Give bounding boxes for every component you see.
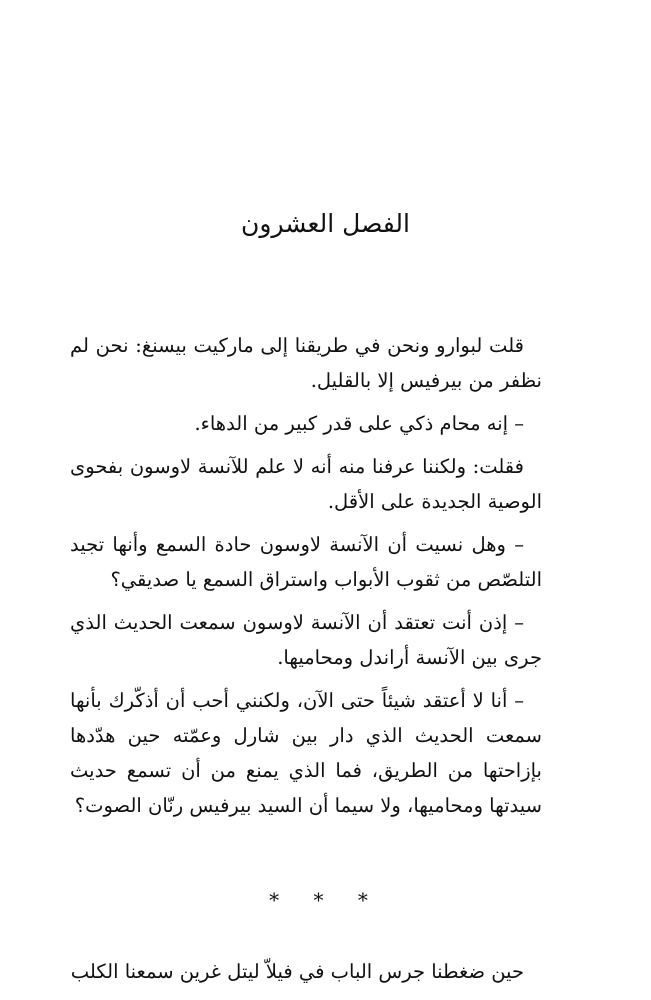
paragraph: – أنا لا أعتقد شيئاً حتى الآن، ولكنني أحب أن أذكّرك بأنها سمعت الحديث الذي دار بين شارل وعمّته حين هدّدها بإزاحتها من الطريق، فما الذي يمنع من أن تسمع حديث سيدتها ومحاميها، ولا سيما أن السيد بيرفيس رنّان الصوت؟ (70, 689, 542, 817)
section-separator: * * * (269, 888, 382, 912)
paragraph: قلت لبوارو ونحن في طريقنا إلى ماركيت بيسنغ: نحن لم نظفر من بيرفيس إلا بالقليل. (70, 334, 542, 392)
chapter-body (70, 328, 542, 831)
continuation-paragraph: حين ضغطنا جرس الباب في فيلاّ ليتل غرين سمعنا الكلب (70, 959, 524, 983)
paragraph: – إذن أنت تعتقد أن الآنسة لاوسون سمعت الحديث الذي جرى بين الآنسة أراندل ومحاميها. (70, 611, 542, 669)
paragraph: – إنه محام ذكي على قدر كبير من الدهاء. (194, 412, 524, 435)
paragraph: فقلت: ولكننا عرفنا منه أنه لا علم للآنسة لاوسون بفحوى الوصية الجديدة على الأقل. (70, 455, 542, 513)
paragraph: – وهل نسيت أن الآنسة لاوسون حادة السمع وأنها تجيد التلصّص من ثقوب الأبواب واستراق السمع يا صديقي؟ (70, 533, 542, 591)
chapter-title: الفصل العشرون (241, 209, 410, 238)
